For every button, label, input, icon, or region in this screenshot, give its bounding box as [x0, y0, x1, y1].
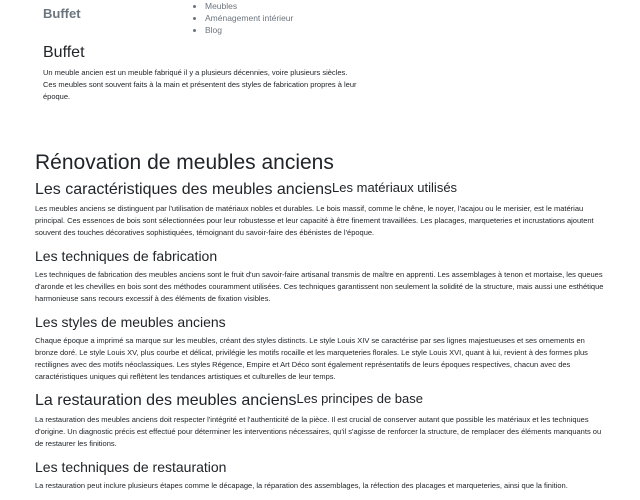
intro-section [43, 44, 361, 103]
section-heading-restoration: La restauration des meubles anciens [35, 392, 297, 409]
intro-title: Buffet [43, 44, 85, 61]
section-heading-characteristics: Les caractéristiques des meubles anciens [35, 181, 333, 198]
nav-link-amenagement-interieur[interactable]: Aménagement intérieur [205, 13, 294, 23]
materials-text: Les meubles anciens se distinguent par l'utilisation de matériaux nobles et durables. Le bois massif, comme le chêne, le noyer, l'acajou ou le merisier, est le matériau principal. Ces essences de bois sont sélectionnées pour leur robustesse et leur capacité à être finement travaillées. Les placages, marqueteries et incrustations ajoutent souvent des touches décoratives sophistiquées, témoignant du savoir-faire des ébénistes de l'époque. [35, 204, 594, 237]
restoration-techniques-text: La restauration peut inclure plusieurs étapes comme le décapage, la réparation des assemblages, la réfection des placages et marqueteries, ainsi que la finition. [35, 481, 568, 490]
subheading-restoration-techniques: Les techniques de restauration [35, 459, 227, 475]
site-title[interactable]: Buffet [43, 6, 81, 21]
subheading-basic-principles: Les principes de base [296, 391, 423, 406]
article-title: Rénovation de meubles anciens [35, 151, 334, 174]
subheading-fabrication-techniques: Les techniques de fabrication [35, 248, 218, 264]
nav-item-amenagement [205, 12, 293, 24]
nav-item-meubles [205, 0, 293, 12]
fabrication-techniques-text: Les techniques de fabrication des meubles anciens sont le fruit d'un savoir-faire artisanal transmis de maître en apprenti. Les assemblages à tenon et mortaise, les queues d'aronde et les chevilles en bois sont des méthodes couramment utilisées. Ces techniques garantissent non seulement la solidité de la structure, mais aussi une esthétique harmonieuse sans recours excessif à des éléments de fixation visibles. [35, 270, 604, 303]
main-nav [194, 0, 293, 36]
basic-principles-text: La restauration des meubles anciens doit respecter l'intégrité et l'authenticité de la pièce. Il est crucial de conserver autant que possible les matériaux et les techniques d'origine. Un diagnostic précis est effectué pour déterminer les interventions nécessaires, qu'il s'agisse de renforcer la structure, de remplacer des éléments manquants ou de restaurer les finitions. [35, 415, 602, 448]
article [35, 150, 605, 500]
nav-link-blog[interactable]: Blog [205, 25, 223, 35]
subheading-styles: Les styles de meubles anciens [35, 314, 226, 330]
styles-text: Chaque époque a imprimé sa marque sur les meubles, créant des styles distincts. Le style Louis XIV se caractérise par ses lignes majestueuses et ses ornements en bronze doré. Le style Louis XV, plus courbe et délicat, privilégie les motifs rocaille et les marqueteries florales. Le style Louis XVI, quant à lui, revient à des formes plus rectilignes avec des motifs néoclassiques. Les styles Régence, Empire et Art Déco sont également représentatifs de leurs époques respectives, chacun avec des caractéristiques uniques qui reflètent les tendances artistiques et culturelles de leur temps. [35, 336, 588, 381]
section-restoration-header [35, 391, 605, 411]
subheading-materials: Les matériaux utilisés [332, 180, 458, 195]
section-characteristics-header [35, 180, 605, 200]
nav-link-meubles[interactable]: Meubles [205, 1, 238, 11]
intro-text: Un meuble ancien est un meuble fabriqué il y a plusieurs décennies, voire plusieurs siècles. Ces meubles sont souvent faits à la main et présentent des styles de fabrication propres à leur époque. [43, 68, 357, 101]
nav-item-blog [205, 24, 293, 36]
